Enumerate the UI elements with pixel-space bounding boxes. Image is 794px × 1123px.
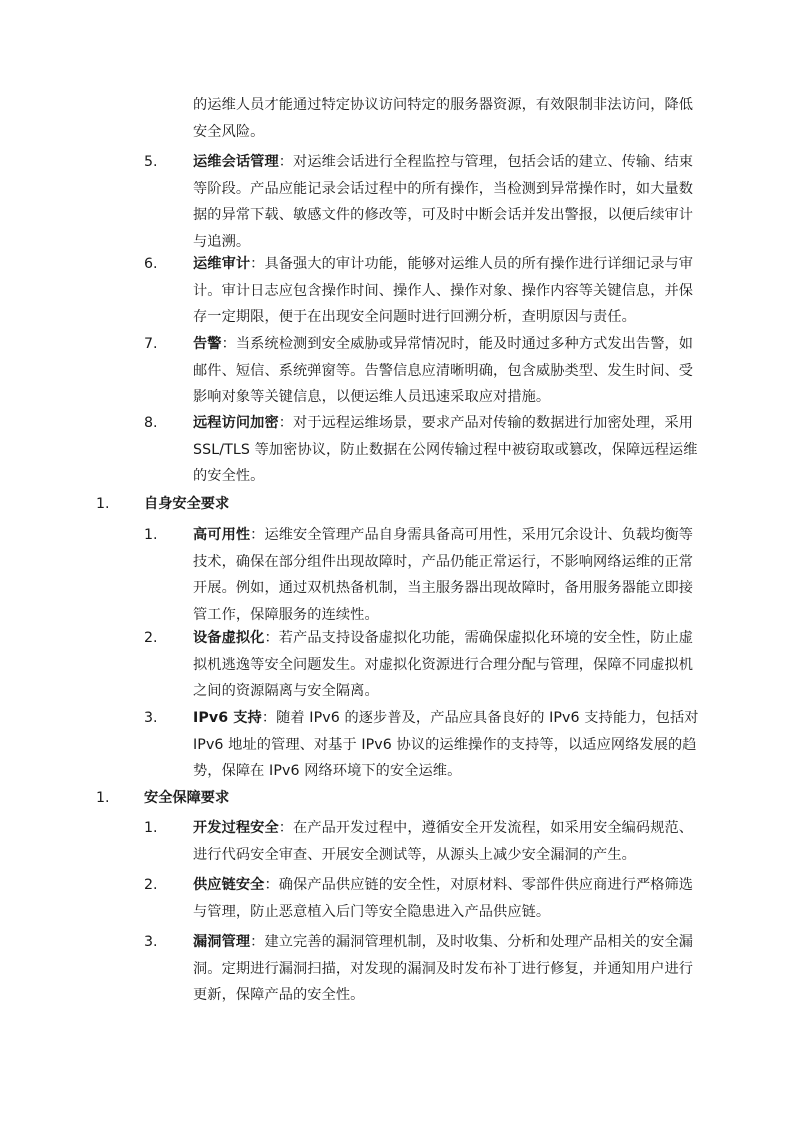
item-number: 6. (144, 256, 158, 272)
continuation-paragraph: 的运维人员才能通过特定协议访问特定的服务器资源，有效限制非法访问，降低安全风险。 (193, 97, 694, 140)
item-separator: ： (261, 710, 277, 726)
item-term: 高可用性 (193, 527, 251, 543)
item-number: 8. (144, 415, 158, 431)
item-separator: ： (221, 336, 236, 352)
item-separator: ： (250, 934, 265, 950)
item-number: 5. (144, 154, 158, 170)
item-term: 运维审计 (193, 256, 251, 272)
item-term: 漏洞管理 (193, 934, 251, 950)
section-number: 1. (96, 496, 110, 512)
item-text: 对运维会话进行全程监控与管理，包括会话的建立、传输、结束等阶段。产品应能记录会话过程中的所有操作，当检测到异常操作时，如大量数据的异常下载、敏感文件的修改等，可及时中断会话并发出警报，以便后续审计与追溯。 (193, 154, 694, 250)
item-body (193, 929, 703, 1009)
item-term: 远程访问加密 (193, 415, 279, 431)
item-body (193, 522, 703, 628)
item-separator: ： (278, 820, 294, 836)
item-body (193, 872, 703, 925)
item-body (193, 410, 703, 490)
item-term: 开发过程安全 (193, 820, 279, 836)
item-number: 7. (144, 336, 158, 352)
item-separator: ： (264, 630, 279, 646)
item-term: 设备虚拟化 (193, 630, 265, 646)
item-body (193, 149, 703, 255)
section-number: 1. (96, 790, 110, 806)
item-body (193, 815, 703, 868)
item-separator: ： (250, 527, 265, 543)
item-number: 2. (144, 630, 158, 646)
item-text: 对于远程运维场景，要求产品对传输的数据进行加密处理，采用 SSL/TLS 等加密协议，防止数据在公网传输过程中被窃取或篡改，保障远程运维的安全性。 (193, 415, 698, 484)
item-number: 3. (144, 934, 158, 950)
section-title: 安全保障要求 (144, 790, 230, 806)
item-body (193, 625, 703, 705)
item-body (193, 251, 703, 331)
item-number: 3. (144, 710, 158, 726)
item-text: 确保产品供应链的安全性，对原材料、零部件供应商进行严格筛选与管理，防止恶意植入后门等安全隐患进入产品供应链。 (193, 877, 694, 920)
item-text: 若产品支持设备虚拟化功能，需确保虚拟化环境的安全性，防止虚拟机逃逸等安全问题发生。对虚拟化资源进行合理分配与管理，保障不同虚拟机之间的资源隔离与安全隔离。 (193, 630, 694, 699)
item-term: 告警 (193, 336, 222, 352)
item-number: 1. (144, 527, 158, 543)
item-separator: ： (264, 877, 279, 893)
item-text: 具备强大的审计功能，能够对运维人员的所有操作进行详细记录与审计。审计日志应包含操作时间、操作人、操作对象、操作内容等关键信息，并保存一定期限，便于在出现安全问题时进行回溯分析，查明原因与责任。 (193, 256, 694, 325)
item-separator: ： (278, 415, 294, 431)
item-text: 在产品开发过程中，遵循安全开发流程，如采用安全编码规范、进行代码安全审查、开展安全测试等，从源头上减少安全漏洞的产生。 (193, 820, 694, 863)
item-text: 建立完善的漏洞管理机制，及时收集、分析和处理产品相关的安全漏洞。定期进行漏洞扫描，对发现的漏洞及时发布补丁进行修复，并通知用户进行更新，保障产品的安全性。 (193, 934, 694, 1003)
item-text: 运维安全管理产品自身需具备高可用性，采用冗余设计、负载均衡等技术，确保在部分组件出现故障时，产品仍能正常运行，不影响网络运维的正常开展。例如，通过双机热备机制，当主服务器出现故障时，备用服务器能立即接管工作，保障服务的连续性。 (193, 527, 694, 623)
item-separator: ： (250, 256, 265, 272)
item-term: 运维会话管理 (193, 154, 279, 170)
item-text: 当系统检测到安全威胁或异常情况时，能及时通过多种方式发出告警，如邮件、短信、系统弹窗等。告警信息应清晰明确，包含威胁类型、发生时间、受影响对象等关键信息，以便运维人员迅速采取应对措施。 (193, 336, 694, 405)
item-term: IPv6 支持 (193, 710, 262, 726)
item-text: 随着 IPv6 的逐步普及，产品应具备良好的 IPv6 支持能力，包括对 IPv6 地址的管理、对基于 IPv6 协议的运维操作的支持等，以适应网络发展的趋势，保障在 IPv6 网络环境下的安全运维。 (193, 710, 699, 779)
item-body (193, 705, 703, 785)
item-term: 供应链安全 (193, 877, 265, 893)
section-title: 自身安全要求 (144, 496, 230, 512)
item-separator: ： (278, 154, 294, 170)
item-number: 2. (144, 877, 158, 893)
item-body (193, 331, 703, 411)
item-number: 1. (144, 820, 158, 836)
